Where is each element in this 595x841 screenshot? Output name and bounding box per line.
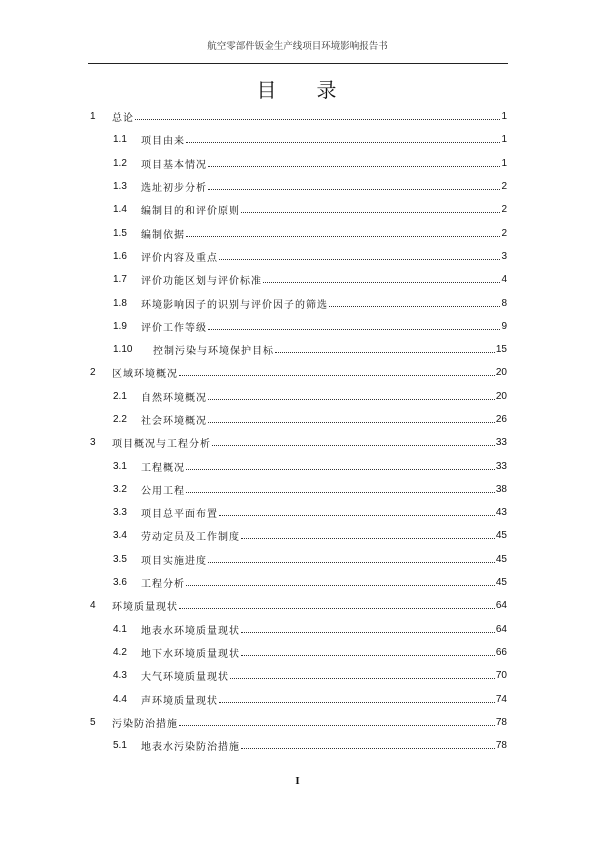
toc-entry[interactable] bbox=[90, 291, 507, 314]
dot-leader bbox=[208, 399, 495, 400]
toc-entry[interactable] bbox=[90, 734, 507, 757]
dot-leader bbox=[219, 259, 500, 260]
toc-entry-page: 1 bbox=[501, 157, 507, 169]
dot-leader bbox=[208, 422, 495, 423]
toc-entry[interactable] bbox=[90, 524, 507, 547]
dot-leader bbox=[179, 608, 495, 609]
toc-entry-page: 2 bbox=[501, 227, 507, 239]
toc-entry-number: 1.7 bbox=[113, 274, 127, 286]
toc-entry-title: 大气环境质量现状 bbox=[141, 672, 229, 684]
toc-entry-number: 1.2 bbox=[113, 157, 127, 169]
toc-entry-page: 1 bbox=[501, 134, 507, 146]
toc-entry-page: 64 bbox=[495, 600, 507, 612]
toc-entry-number: 3 bbox=[90, 437, 96, 449]
toc-entry-number: 4.1 bbox=[113, 623, 127, 635]
dot-leader bbox=[179, 375, 495, 376]
dot-leader bbox=[241, 748, 495, 749]
dot-leader bbox=[241, 538, 495, 539]
toc-entry-page: 66 bbox=[495, 646, 507, 658]
toc-entry-number: 1.8 bbox=[113, 297, 127, 309]
dot-leader bbox=[329, 306, 500, 307]
dot-leader bbox=[186, 492, 495, 493]
toc-entry-page: 43 bbox=[495, 507, 507, 519]
dot-leader bbox=[186, 236, 500, 237]
toc-entry-page: 33 bbox=[495, 460, 507, 472]
dot-leader bbox=[241, 212, 500, 213]
toc-entry[interactable] bbox=[90, 385, 507, 408]
dot-leader bbox=[179, 725, 495, 726]
toc-entry-page: 64 bbox=[495, 623, 507, 635]
dot-leader bbox=[208, 329, 500, 330]
toc-entry-title: 评价内容及重点 bbox=[141, 252, 218, 264]
toc-entry[interactable] bbox=[90, 268, 507, 291]
toc-entry-number: 1.10 bbox=[113, 344, 133, 356]
toc-entry-title: 项目由来 bbox=[141, 136, 185, 148]
toc-entry-title: 总论 bbox=[112, 113, 134, 125]
toc-entry-title: 编制依据 bbox=[141, 229, 185, 241]
toc-entry[interactable] bbox=[90, 571, 507, 594]
toc-entry-number: 4 bbox=[90, 600, 96, 612]
toc-entry-title: 劳动定员及工作制度 bbox=[141, 532, 240, 544]
toc-entry[interactable] bbox=[90, 315, 507, 338]
toc-entry-page: 78 bbox=[495, 716, 507, 728]
toc-entry-page: 8 bbox=[501, 297, 507, 309]
toc-entry-title: 公用工程 bbox=[141, 485, 185, 497]
toc-entry-title: 自然环境概况 bbox=[141, 392, 207, 404]
toc-entry[interactable] bbox=[90, 221, 507, 244]
toc-entry[interactable] bbox=[90, 431, 507, 454]
dot-leader bbox=[241, 632, 495, 633]
toc-entry-page: 3 bbox=[501, 250, 507, 262]
toc-entry[interactable] bbox=[90, 664, 507, 687]
toc-entry-number: 5 bbox=[90, 716, 96, 728]
toc-entry[interactable] bbox=[90, 594, 507, 617]
toc-entry-title: 控制污染与环境保护目标 bbox=[153, 346, 274, 358]
toc-entry-title: 工程分析 bbox=[141, 579, 185, 591]
toc-entry[interactable] bbox=[90, 105, 507, 128]
toc-entry-title: 项目概况与工程分析 bbox=[112, 439, 211, 451]
toc-entry-number: 1.6 bbox=[113, 250, 127, 262]
toc-entry-title: 地表水污染防治措施 bbox=[141, 742, 240, 754]
toc-entry-page: 15 bbox=[495, 344, 507, 356]
dot-leader bbox=[186, 142, 500, 143]
dot-leader bbox=[186, 469, 495, 470]
header-rule bbox=[88, 63, 508, 64]
dot-leader bbox=[219, 515, 495, 516]
toc-entry-page: 26 bbox=[495, 414, 507, 425]
toc-entry-number: 3.5 bbox=[113, 553, 127, 565]
toc-entry-title: 环境质量现状 bbox=[112, 602, 178, 614]
toc-entry-page: 2 bbox=[501, 181, 507, 193]
dot-leader bbox=[208, 189, 500, 190]
toc-entry-title: 环境影响因子的识别与评价因子的筛选 bbox=[141, 299, 328, 311]
toc-entry-number: 3.3 bbox=[113, 507, 127, 519]
toc-entry-page: 45 bbox=[495, 553, 507, 565]
toc-entry-number: 3.2 bbox=[113, 483, 127, 495]
dot-leader bbox=[212, 445, 495, 446]
toc-entry-number: 3.6 bbox=[113, 577, 127, 589]
table-of-contents bbox=[90, 105, 507, 757]
toc-entry[interactable] bbox=[90, 454, 507, 477]
toc-entry[interactable] bbox=[90, 175, 507, 198]
toc-entry-number: 1.9 bbox=[113, 320, 127, 332]
toc-entry-number: 3.4 bbox=[113, 530, 127, 542]
toc-entry-title: 地下水环境质量现状 bbox=[141, 648, 240, 660]
toc-entry-title: 区域环境概况 bbox=[112, 369, 178, 381]
toc-entry-page: 1 bbox=[501, 111, 507, 123]
toc-title-right: 录 bbox=[316, 78, 339, 102]
toc-entry[interactable] bbox=[90, 711, 507, 734]
toc-entry-page: 4 bbox=[501, 274, 507, 286]
page-number: I bbox=[295, 775, 300, 787]
dot-leader bbox=[208, 562, 495, 563]
dot-leader bbox=[135, 119, 500, 120]
toc-entry-title: 工程概况 bbox=[141, 462, 185, 474]
toc-title bbox=[0, 74, 595, 103]
toc-entry-number: 2.1 bbox=[113, 390, 127, 402]
toc-entry-number: 2.2 bbox=[113, 414, 127, 425]
toc-entry-number: 4.2 bbox=[113, 646, 127, 658]
dot-leader bbox=[219, 702, 495, 703]
toc-entry-title: 项目总平面布置 bbox=[141, 509, 218, 521]
toc-entry-title: 项目基本情况 bbox=[141, 159, 207, 171]
toc-entry-number: 1.3 bbox=[113, 181, 127, 193]
toc-entry-number: 3.1 bbox=[113, 460, 127, 472]
toc-entry-page: 74 bbox=[495, 693, 507, 705]
toc-entry-number: 5.1 bbox=[113, 740, 127, 752]
dot-leader bbox=[241, 655, 495, 656]
dot-leader bbox=[230, 678, 495, 679]
dot-leader bbox=[208, 166, 500, 167]
toc-entry[interactable] bbox=[90, 152, 507, 175]
toc-entry[interactable] bbox=[90, 338, 507, 361]
toc-entry[interactable] bbox=[90, 687, 507, 710]
toc-entry[interactable] bbox=[90, 618, 507, 641]
toc-entry[interactable] bbox=[90, 198, 507, 221]
toc-entry[interactable] bbox=[90, 245, 507, 268]
toc-entry-title: 社会环境概况 bbox=[141, 416, 207, 427]
toc-entry-page: 45 bbox=[495, 530, 507, 542]
toc-entry-number: 1.4 bbox=[113, 204, 127, 216]
toc-entry-number: 1.5 bbox=[113, 227, 127, 239]
toc-entry[interactable] bbox=[90, 501, 507, 524]
toc-entry-page: 20 bbox=[495, 390, 507, 402]
toc-entry-title: 评价工作等级 bbox=[141, 322, 207, 334]
toc-entry-title: 地表水环境质量现状 bbox=[141, 625, 240, 637]
toc-entry-page: 20 bbox=[495, 367, 507, 379]
toc-entry-title: 声环境质量现状 bbox=[141, 695, 218, 707]
toc-entry-title: 编制目的和评价原则 bbox=[141, 206, 240, 218]
toc-entry-page: 38 bbox=[495, 483, 507, 495]
toc-entry[interactable] bbox=[90, 361, 507, 384]
toc-entry-title: 选址初步分析 bbox=[141, 183, 207, 195]
toc-entry-title: 污染防治措施 bbox=[112, 718, 178, 730]
toc-entry-page: 70 bbox=[495, 670, 507, 682]
toc-entry-title: 项目实施进度 bbox=[141, 555, 207, 567]
toc-entry-title: 评价功能区划与评价标准 bbox=[141, 276, 262, 288]
toc-entry[interactable] bbox=[90, 548, 507, 571]
toc-title-left: 目 bbox=[256, 78, 279, 102]
toc-entry-number: 4.3 bbox=[113, 670, 127, 682]
toc-entry-page: 45 bbox=[495, 577, 507, 589]
toc-entry-number: 1 bbox=[90, 111, 96, 123]
dot-leader bbox=[186, 585, 495, 586]
toc-entry-page: 78 bbox=[495, 740, 507, 752]
toc-entry-number: 1.1 bbox=[113, 134, 127, 146]
toc-entry-page: 2 bbox=[501, 204, 507, 216]
toc-entry-page: 33 bbox=[495, 437, 507, 449]
dot-leader bbox=[263, 282, 500, 283]
toc-entry[interactable] bbox=[90, 128, 507, 151]
toc-entry-page: 9 bbox=[501, 320, 507, 332]
toc-entry-number: 2 bbox=[90, 367, 96, 379]
toc-entry[interactable] bbox=[90, 478, 507, 501]
page-header: 航空零部件钣金生产线项目环境影响报告书 bbox=[207, 41, 388, 52]
dot-leader bbox=[275, 352, 495, 353]
toc-entry[interactable] bbox=[90, 408, 507, 431]
toc-entry[interactable] bbox=[90, 641, 507, 664]
toc-entry-number: 4.4 bbox=[113, 693, 127, 705]
